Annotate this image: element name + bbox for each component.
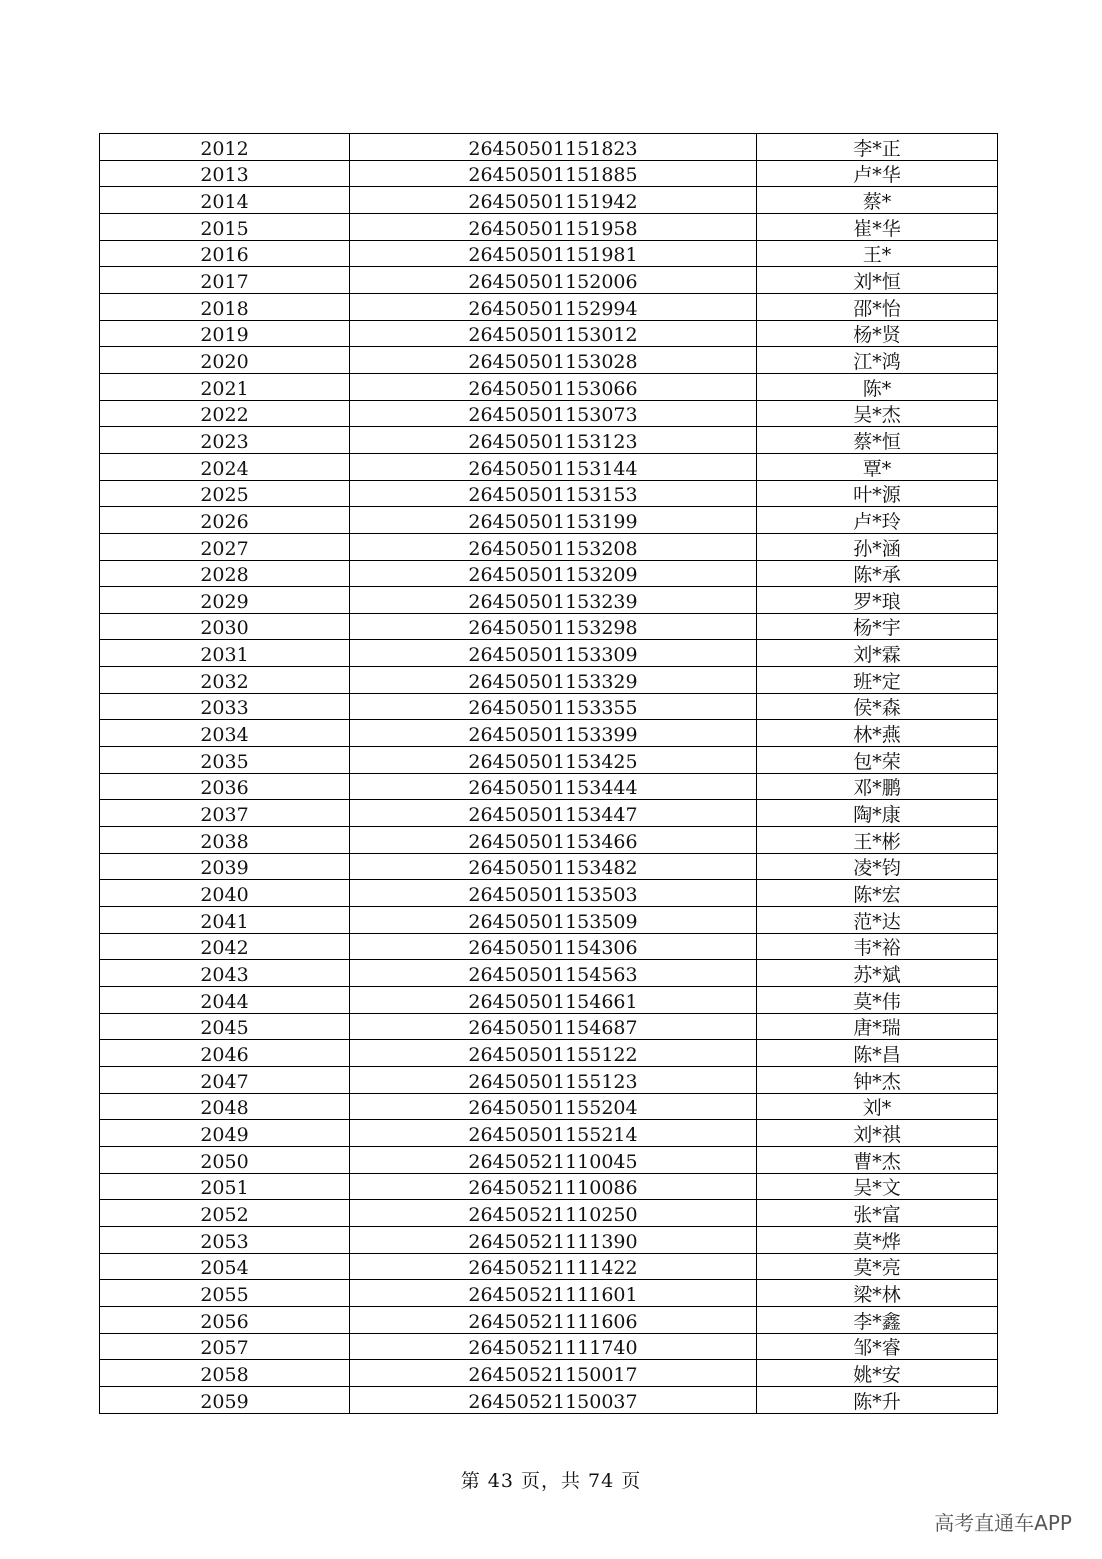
table-row (100, 1280, 998, 1307)
exam-id-cell: 26450501152006 (350, 267, 757, 294)
exam-id-cell: 26450521110045 (350, 1146, 757, 1173)
table-row (100, 187, 998, 214)
name-cell: 崔*华 (757, 213, 998, 240)
name-cell: 江*鸿 (757, 347, 998, 374)
row-number-cell: 2023 (100, 427, 350, 454)
name-cell: 陈*升 (757, 1386, 998, 1413)
row-number-cell: 2059 (100, 1386, 350, 1413)
table-row (100, 427, 998, 454)
exam-id-cell: 26450501154661 (350, 987, 757, 1014)
exam-id-cell: 26450521111740 (350, 1333, 757, 1360)
row-number-cell: 2012 (100, 134, 350, 161)
exam-id-cell: 26450521111601 (350, 1280, 757, 1307)
row-number-cell: 2047 (100, 1066, 350, 1093)
exam-id-cell: 26450501153028 (350, 347, 757, 374)
row-number-cell: 2045 (100, 1013, 350, 1040)
row-number-cell: 2041 (100, 907, 350, 934)
exam-id-cell: 26450501151942 (350, 187, 757, 214)
name-cell: 王*彬 (757, 827, 998, 854)
name-cell: 罗*琅 (757, 587, 998, 614)
name-cell: 唐*瑞 (757, 1013, 998, 1040)
row-number-cell: 2053 (100, 1226, 350, 1253)
name-cell: 邵*怡 (757, 293, 998, 320)
row-number-cell: 2054 (100, 1253, 350, 1280)
name-cell: 杨*宇 (757, 613, 998, 640)
name-cell: 苏*斌 (757, 960, 998, 987)
name-cell: 韦*裕 (757, 933, 998, 960)
row-number-cell: 2037 (100, 800, 350, 827)
row-number-cell: 2046 (100, 1040, 350, 1067)
table-row (100, 267, 998, 294)
exam-id-cell: 26450521110086 (350, 1173, 757, 1200)
exam-id-cell: 26450521111422 (350, 1253, 757, 1280)
name-cell: 吴*杰 (757, 400, 998, 427)
row-number-cell: 2020 (100, 347, 350, 374)
table-row (100, 347, 998, 374)
table-row (100, 533, 998, 560)
row-number-cell: 2039 (100, 853, 350, 880)
row-number-cell: 2049 (100, 1120, 350, 1147)
name-cell: 张*富 (757, 1200, 998, 1227)
exam-id-cell: 26450501153425 (350, 747, 757, 774)
row-number-cell: 2035 (100, 747, 350, 774)
table-row (100, 1066, 998, 1093)
table-row (100, 1093, 998, 1120)
name-cell: 班*定 (757, 667, 998, 694)
row-number-cell: 2033 (100, 693, 350, 720)
row-number-cell: 2027 (100, 533, 350, 560)
row-number-cell: 2028 (100, 560, 350, 587)
roster-table-body (100, 134, 998, 1414)
row-number-cell: 2044 (100, 987, 350, 1014)
row-number-cell: 2055 (100, 1280, 350, 1307)
name-cell: 叶*源 (757, 480, 998, 507)
exam-id-cell: 26450501151958 (350, 213, 757, 240)
table-row (100, 400, 998, 427)
exam-id-cell: 26450501153503 (350, 880, 757, 907)
exam-id-cell: 26450501153073 (350, 400, 757, 427)
table-row (100, 1200, 998, 1227)
exam-id-cell: 26450501153399 (350, 720, 757, 747)
name-cell: 林*燕 (757, 720, 998, 747)
table-row (100, 560, 998, 587)
row-number-cell: 2021 (100, 373, 350, 400)
exam-id-cell: 26450501153012 (350, 320, 757, 347)
exam-id-cell: 26450501153355 (350, 693, 757, 720)
name-cell: 李*正 (757, 134, 998, 161)
row-number-cell: 2024 (100, 453, 350, 480)
name-cell: 邹*睿 (757, 1333, 998, 1360)
page-footer: 第 43 页，共 74 页 (460, 1470, 642, 1492)
exam-id-cell: 26450501153208 (350, 533, 757, 560)
exam-id-cell: 26450521150017 (350, 1360, 757, 1387)
exam-id-cell: 26450501154306 (350, 933, 757, 960)
table-row (100, 800, 998, 827)
table-row (100, 373, 998, 400)
table-row (100, 1306, 998, 1333)
name-cell: 侯*森 (757, 693, 998, 720)
table-row (100, 1120, 998, 1147)
table-row (100, 933, 998, 960)
exam-id-cell: 26450501153153 (350, 480, 757, 507)
table-row (100, 1333, 998, 1360)
row-number-cell: 2019 (100, 320, 350, 347)
exam-id-cell: 26450501155123 (350, 1066, 757, 1093)
row-number-cell: 2014 (100, 187, 350, 214)
name-cell: 孙*涵 (757, 533, 998, 560)
name-cell: 刘*祺 (757, 1120, 998, 1147)
row-number-cell: 2018 (100, 293, 350, 320)
exam-id-cell: 26450501153199 (350, 507, 757, 534)
name-cell: 刘*霖 (757, 640, 998, 667)
table-row (100, 667, 998, 694)
table-row (100, 853, 998, 880)
name-cell: 姚*安 (757, 1360, 998, 1387)
row-number-cell: 2042 (100, 933, 350, 960)
table-row (100, 1360, 998, 1387)
name-cell: 莫*伟 (757, 987, 998, 1014)
table-row (100, 1226, 998, 1253)
row-number-cell: 2051 (100, 1173, 350, 1200)
row-number-cell: 2043 (100, 960, 350, 987)
row-number-cell: 2013 (100, 160, 350, 187)
exam-id-cell: 26450521110250 (350, 1200, 757, 1227)
row-number-cell: 2050 (100, 1146, 350, 1173)
roster-table (99, 133, 998, 1414)
row-number-cell: 2040 (100, 880, 350, 907)
name-cell: 吴*文 (757, 1173, 998, 1200)
exam-id-cell: 26450501155122 (350, 1040, 757, 1067)
name-cell: 覃* (757, 453, 998, 480)
table-row (100, 880, 998, 907)
exam-id-cell: 26450501153298 (350, 613, 757, 640)
exam-id-cell: 26450501153447 (350, 800, 757, 827)
exam-id-cell: 26450501153482 (350, 853, 757, 880)
row-number-cell: 2017 (100, 267, 350, 294)
table-row (100, 693, 998, 720)
exam-id-cell: 26450501153329 (350, 667, 757, 694)
exam-id-cell: 26450501153066 (350, 373, 757, 400)
table-row (100, 1040, 998, 1067)
exam-id-cell: 26450521150037 (350, 1386, 757, 1413)
row-number-cell: 2048 (100, 1093, 350, 1120)
watermark: 高考直通车APP (934, 1511, 1072, 1535)
row-number-cell: 2029 (100, 587, 350, 614)
table-row (100, 747, 998, 774)
table-row (100, 773, 998, 800)
table-row (100, 160, 998, 187)
row-number-cell: 2036 (100, 773, 350, 800)
name-cell: 蔡* (757, 187, 998, 214)
row-number-cell: 2034 (100, 720, 350, 747)
table-row (100, 1386, 998, 1413)
table-row (100, 907, 998, 934)
name-cell: 陶*康 (757, 800, 998, 827)
table-row (100, 587, 998, 614)
row-number-cell: 2016 (100, 240, 350, 267)
exam-id-cell: 26450501152994 (350, 293, 757, 320)
row-number-cell: 2057 (100, 1333, 350, 1360)
name-cell: 钟*杰 (757, 1066, 998, 1093)
row-number-cell: 2056 (100, 1306, 350, 1333)
name-cell: 李*鑫 (757, 1306, 998, 1333)
table-row (100, 453, 998, 480)
name-cell: 陈* (757, 373, 998, 400)
exam-id-cell: 26450501153123 (350, 427, 757, 454)
table-row (100, 987, 998, 1014)
exam-id-cell: 26450501154687 (350, 1013, 757, 1040)
row-number-cell: 2025 (100, 480, 350, 507)
exam-id-cell: 26450501153509 (350, 907, 757, 934)
name-cell: 刘* (757, 1093, 998, 1120)
exam-id-cell: 26450501151885 (350, 160, 757, 187)
exam-id-cell: 26450501151823 (350, 134, 757, 161)
table-row (100, 720, 998, 747)
exam-id-cell: 26450501153444 (350, 773, 757, 800)
table-row (100, 134, 998, 161)
name-cell: 蔡*恒 (757, 427, 998, 454)
table-row (100, 320, 998, 347)
row-number-cell: 2052 (100, 1200, 350, 1227)
table-row (100, 213, 998, 240)
name-cell: 王* (757, 240, 998, 267)
exam-id-cell: 26450501155214 (350, 1120, 757, 1147)
name-cell: 包*荣 (757, 747, 998, 774)
table-row (100, 1173, 998, 1200)
name-cell: 卢*玲 (757, 507, 998, 534)
row-number-cell: 2032 (100, 667, 350, 694)
name-cell: 陈*宏 (757, 880, 998, 907)
name-cell: 莫*亮 (757, 1253, 998, 1280)
name-cell: 陈*承 (757, 560, 998, 587)
row-number-cell: 2026 (100, 507, 350, 534)
table-row (100, 507, 998, 534)
exam-id-cell: 26450521111390 (350, 1226, 757, 1253)
table-row (100, 827, 998, 854)
table-row (100, 1146, 998, 1173)
row-number-cell: 2015 (100, 213, 350, 240)
table-row (100, 1013, 998, 1040)
exam-id-cell: 26450501151981 (350, 240, 757, 267)
name-cell: 凌*钧 (757, 853, 998, 880)
name-cell: 陈*昌 (757, 1040, 998, 1067)
name-cell: 杨*贤 (757, 320, 998, 347)
exam-id-cell: 26450501155204 (350, 1093, 757, 1120)
name-cell: 卢*华 (757, 160, 998, 187)
row-number-cell: 2031 (100, 640, 350, 667)
name-cell: 范*达 (757, 907, 998, 934)
exam-id-cell: 26450501153466 (350, 827, 757, 854)
table-row (100, 240, 998, 267)
exam-id-cell: 26450501153239 (350, 587, 757, 614)
name-cell: 莫*烨 (757, 1226, 998, 1253)
exam-id-cell: 26450521111606 (350, 1306, 757, 1333)
name-cell: 曹*杰 (757, 1146, 998, 1173)
table-row (100, 613, 998, 640)
exam-id-cell: 26450501153144 (350, 453, 757, 480)
name-cell: 刘*恒 (757, 267, 998, 294)
table-row (100, 1253, 998, 1280)
exam-id-cell: 26450501153309 (350, 640, 757, 667)
name-cell: 梁*林 (757, 1280, 998, 1307)
name-cell: 邓*鹏 (757, 773, 998, 800)
table-row (100, 960, 998, 987)
row-number-cell: 2058 (100, 1360, 350, 1387)
row-number-cell: 2030 (100, 613, 350, 640)
exam-id-cell: 26450501154563 (350, 960, 757, 987)
row-number-cell: 2022 (100, 400, 350, 427)
table-row (100, 480, 998, 507)
table-row (100, 640, 998, 667)
exam-id-cell: 26450501153209 (350, 560, 757, 587)
table-row (100, 293, 998, 320)
row-number-cell: 2038 (100, 827, 350, 854)
